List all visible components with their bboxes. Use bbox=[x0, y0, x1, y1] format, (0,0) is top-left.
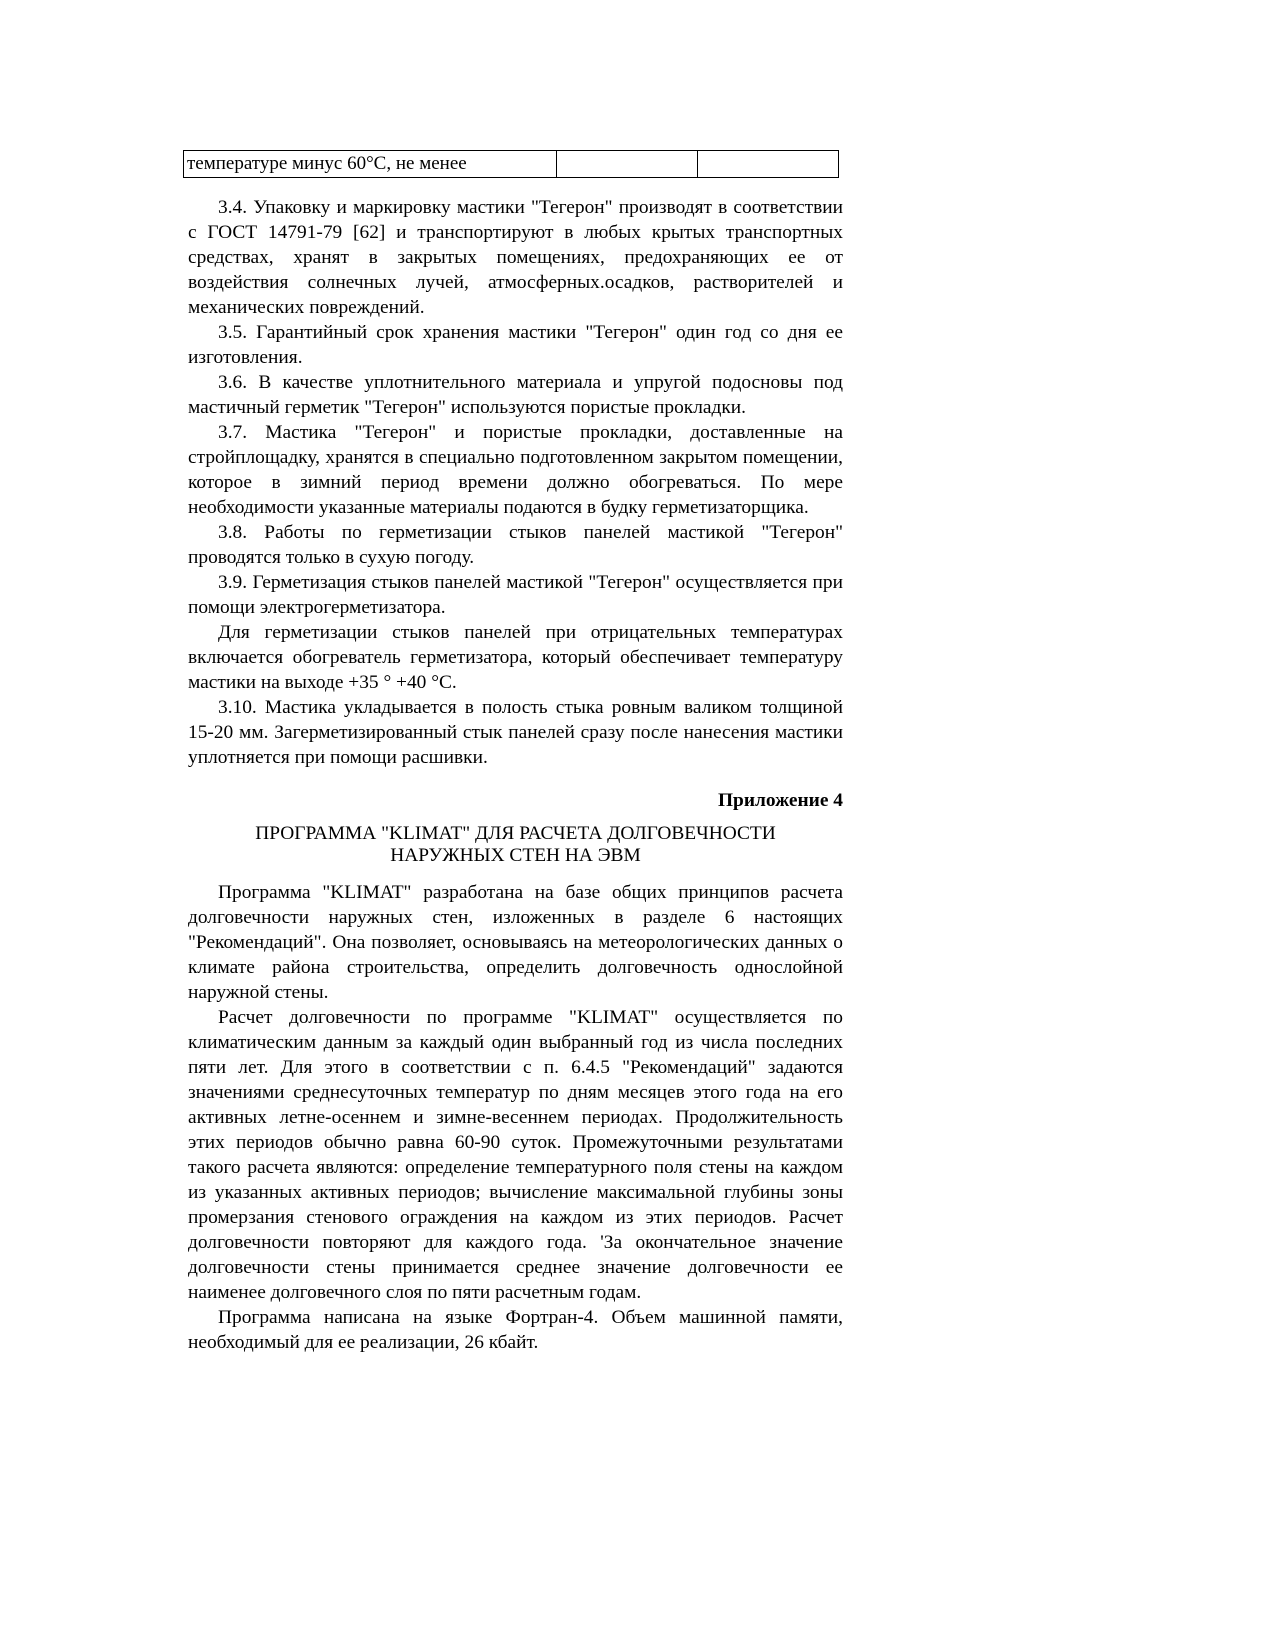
appendix-label: Приложение 4 bbox=[717, 790, 843, 811]
table-cell-property: температуре минус 60°С, не менее bbox=[184, 151, 557, 178]
paragraph-3-8: 3.8. Работы по герметизации стыков панелей мастикой "Тегерон" проводятся только в сухую погоду. bbox=[188, 522, 843, 568]
spec-table-fragment bbox=[183, 150, 839, 178]
paragraph-klimat-intro: Программа "KLIMAT" разработана на базе общих принципов расчета долговечности наружных стен, изложенных в разделе 6 настоящих "Рекомендаций". Она позволяет, основываясь на метеорологических данных о климате района строительства, определить долговечность однослойной наружной стены. bbox=[188, 882, 843, 1003]
table-row bbox=[184, 151, 839, 178]
section-title-line-2: НАРУЖНЫХ СТЕН НА ЭВМ bbox=[390, 845, 641, 866]
paragraph-3-9: 3.9. Герметизация стыков панелей мастикой "Тегерон" осуществляется при помощи электрогерметизатора. bbox=[188, 572, 843, 618]
table-cell-value-2 bbox=[697, 151, 838, 178]
section-title-line-1: ПРОГРАММА "KLIMAT" ДЛЯ РАСЧЕТА ДОЛГОВЕЧНОСТИ bbox=[255, 823, 776, 844]
table-cell-value-1 bbox=[557, 151, 697, 178]
paragraph-3-4: 3.4. Упаковку и маркировку мастики "Тегерон" производят в соответствии с ГОСТ 14791-79 [62] и транспортируют в любых крытых транспортных средствах, хранят в закрытых помещениях, предохраняющих ее от воздействия солнечных лучей, атмосферных.осадков, растворителей и механических повреждений. bbox=[188, 197, 843, 318]
document-body bbox=[188, 195, 843, 1355]
paragraph-heating: Для герметизации стыков панелей при отрицательных температурах включается обогреватель герметизатора, который обеспечивает температуру мастики на выходе +35 ° +40 °С. bbox=[188, 622, 843, 693]
paragraph-klimat-memory: Программа написана на языке Фортран-4. Объем машинной памяти, необходимый для ее реализации, 26 кбайт. bbox=[188, 1307, 843, 1353]
paragraph-3-10: 3.10. Мастика укладывается в полость стыка ровным валиком толщиной 15-20 мм. Загерметизированный стык панелей сразу после нанесения мастики уплотняется при помощи расшивки. bbox=[188, 697, 843, 768]
paragraph-klimat-calculation: Расчет долговечности по программе "KLIMAT" осуществляется по климатическим данным за каждый один выбранный год из числа последних пяти лет. Для этого в соответствии с п. 6.4.5 "Рекомендаций" задаются значениями среднесуточных температур по дням месяцев этого года на его активных летне-осеннем и зимне-весеннем периодах. Продолжительность этих периодов обычно равна 60-90 суток. Промежуточными результатами такого расчета являются: определение температурного поля стены на каждом из указанных активных периодов; вычисление максимальной глубины зоны промерзания стенового ограждения на каждом из этих периодов. Расчет долговечности повторяют для каждого года. 'За окончательное значение долговечности стены принимается среднее значение долговечности ее наименее долговечного слоя по пяти расчетным годам. bbox=[188, 1007, 843, 1303]
section-title bbox=[188, 823, 843, 867]
paragraph-3-5: 3.5. Гарантийный срок хранения мастики "Тегерон" один год со дня ее изготовления. bbox=[188, 322, 843, 368]
paragraph-3-6: 3.6. В качестве уплотнительного материала и упругой подосновы под мастичный герметик "Тегерон" используются пористые прокладки. bbox=[188, 372, 843, 418]
paragraph-3-7: 3.7. Мастика "Тегерон" и пористые прокладки, доставленные на стройплощадку, хранятся в специально подготовленном закрытом помещении, которое в зимний период времени должно обогреваться. По мере необходимости указанные материалы подаются в будку герметизаторщика. bbox=[188, 422, 843, 518]
